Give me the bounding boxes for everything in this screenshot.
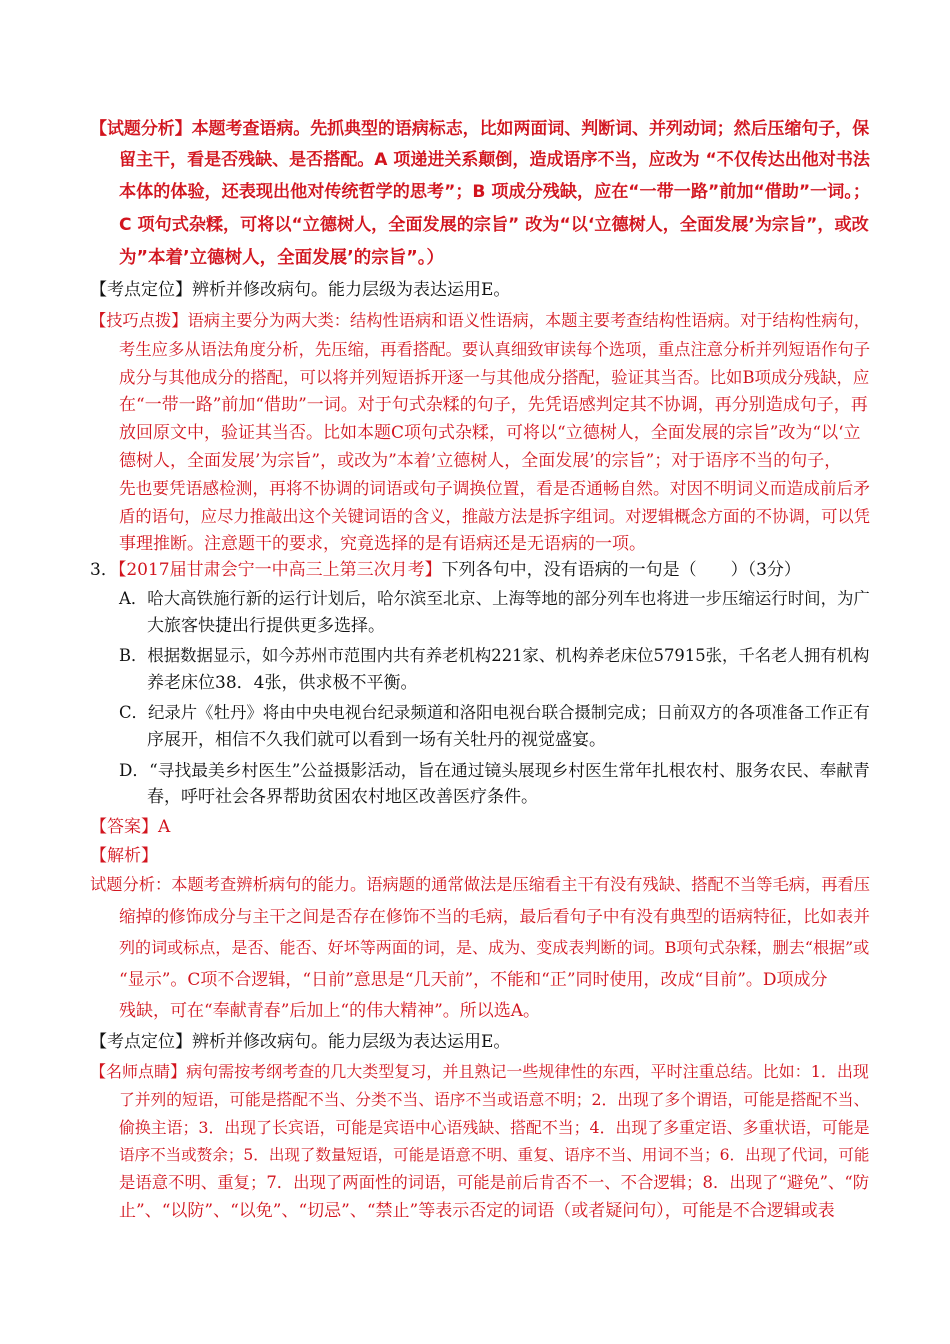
- analysis-line: 为”本着’立德树人，全面发展’的宗旨”。）: [119, 248, 445, 268]
- option-c-line1: C．纪录片《牡丹》将由中央电视台纪录频道和洛阳电视台联合摄制完成；日前双方的各项准备工作正有: [119, 703, 870, 722]
- analysis-line: 留主干，看是否残缺、是否搭配。A 项递进关系颠倒，造成语序不当，应改为 “不仅传达出他对书法: [119, 150, 870, 170]
- shiti-fenxi-line: 缩掉的修饰成分与主干之间是否存在修饰不当的毛病，最后看句子中有没有典型的语病特征，比如表并: [119, 907, 870, 926]
- jiqiao-line: 在“一带一路”前加“借助”一词。对于句式杂糅的句子，先凭语感判定其不协调，再分别造成句子，再: [119, 395, 868, 415]
- shiti-fenxi-line: 列的词或标点，是否、能否、好坏等两面的词，是、成为、变成表判断的词。B项句式杂糅，删去“根据”或: [119, 938, 870, 957]
- mingshi-line: 偷换主语；3．出现了长宾语，可能是宾语中心语残缺、搭配不当；4．出现了多重定语、多重状语，可能是: [119, 1118, 870, 1137]
- shiti-fenxi-line: “显示”。C项不合逻辑，“日前”意思是“几天前”，不能和“正”同时使用，改成“目前”。D项成分: [119, 970, 828, 990]
- answer-line: [90, 817, 170, 837]
- option-a-line1: A．哈大高铁施行新的运行计划后，哈尔滨至北京、上海等地的部分列车也将进一步压缩运行时间，为广: [119, 589, 870, 608]
- option-b-line1: B．根据数据显示，如今苏州市范围内共有养老机构221家、机构养老床位57915张，千名老人拥有机构: [119, 646, 870, 665]
- jiqiao-line: 放回原文中，验证其当否。比如本题C项句式杂糅，可将以“立德树人，全面发展的宗旨”改为“以‘立: [119, 423, 861, 443]
- analysis-line: C 项句式杂糅，可将以“立德树人，全面发展的宗旨” 改为“以‘立德树人，全面发展’为宗旨”，或改: [119, 215, 869, 235]
- option-b-line2: 养老床位38．4张，供求极不平衡。: [147, 673, 418, 693]
- analysis-line: 本体的体验，还表现出他对传统哲学的思考”；B 项成分残缺，应在“一带一路”前加“借助”一词。；: [119, 182, 871, 202]
- shiti-fenxi-line: 残缺，可在“奉献青春”后加上“的伟大精神”。所以选A。: [119, 1001, 541, 1021]
- answer-value: A: [158, 817, 171, 837]
- shiti-fenxi-line: 试题分析：本题考查辨析病句的能力。语病题的通常做法是压缩看主干有没有残缺、搭配不当等毛病，再看压: [90, 875, 870, 894]
- question-stem-line: [90, 560, 801, 580]
- mingshi-line: 了并列的短语，可能是搭配不当、分类不当、语序不当或语意不明；2．出现了多个谓语，可能是搭配不当、: [119, 1090, 870, 1109]
- jiexi-label: 【解析】: [90, 846, 158, 866]
- mingshi-line: 【名师点睛】病句需按考纲考查的几大类型复习，并且熟记一些规律性的东西，平时注重总结。比如：1．出现: [90, 1062, 869, 1081]
- jiqiao-line: 盾的语句，应尽力推敲出这个关键词语的含义，推敲方法是拆字组词。对逻辑概念方面的不协调，可以凭: [119, 507, 871, 526]
- option-a-line2: 大旅客快捷出行提供更多选择。: [147, 616, 385, 636]
- jiqiao-line: 德树人，全面发展’为宗旨”，或改为”本着’立德树人，全面发展’的宗旨”；对于语序不当的句子，: [119, 451, 842, 471]
- jiqiao-line: 事理推断。注意题干的要求，究竟选择的是有语病还是无语病的一项。: [119, 534, 646, 554]
- question-stem: 下列各句中，没有语病的一句是（ ）（3分）: [441, 560, 801, 580]
- jiqiao-line: 成分与其他成分的搭配，可以将并列短语拆开逐一与其他成分搭配，验证其当否。比如B项成分残缺，应: [119, 368, 870, 387]
- mingshi-line: 语序不当或赘余；5．出现了数量短语，可能是语意不明、重复、语序不当、用词不当；6．出现了代词，可能: [119, 1146, 870, 1164]
- kaodian-dingwei-2: 【考点定位】辨析并修改病句。能力层级为表达运用E。: [90, 1032, 511, 1052]
- question-source: 【2017届甘肃会宁一中高三上第三次月考】: [117, 560, 442, 580]
- option-c-line2: 序展开，相信不久我们就可以看到一场有关牡丹的视觉盛宴。: [147, 730, 606, 750]
- jiqiao-line: 【技巧点拨】语病主要分为两大类：结构性语病和语义性语病，本题主要考查结构性语病。对于结构性病句，: [90, 311, 870, 330]
- mingshi-line: 是语意不明、重复；7．出现了两面性的词语，可能是前后肯否不一、不合逻辑；8．出现了“避免”、“防: [119, 1173, 870, 1192]
- mingshi-line: 止”、“以防”、“以免”、“切忌”、“禁止”等表示否定的词语（或者疑问句），可能是不合逻辑或表: [119, 1201, 835, 1221]
- jiqiao-line: 考生应多从语法角度分析，先压缩，再看搭配。要认真细致审读每个选项，重点注意分析并列短语作句子: [119, 340, 871, 359]
- option-d-line2: 春，呼吁社会各界帮助贫困农村地区改善医疗条件。: [147, 787, 538, 807]
- jiqiao-line: 先也要凭语感检测，再将不协调的词语或句子调换位置，看是否通畅自然。对因不明词义而造成前后矛: [119, 479, 870, 498]
- kaodian-dingwei-1: 【考点定位】辨析并修改病句。能力层级为表达运用E。: [90, 280, 511, 300]
- analysis-line: 【试题分析】本题考查语病。先抓典型的语病标志，比如两面词、判断词、并列动词；然后压缩句子，保: [90, 118, 870, 138]
- question-number: 3．: [90, 560, 118, 580]
- option-d-line1: D．“寻找最美乡村医生”公益摄影活动，旨在通过镜头展现乡村医生常年扎根农村、服务农民、奉献青: [119, 760, 870, 780]
- answer-label: 【答案】: [90, 817, 158, 837]
